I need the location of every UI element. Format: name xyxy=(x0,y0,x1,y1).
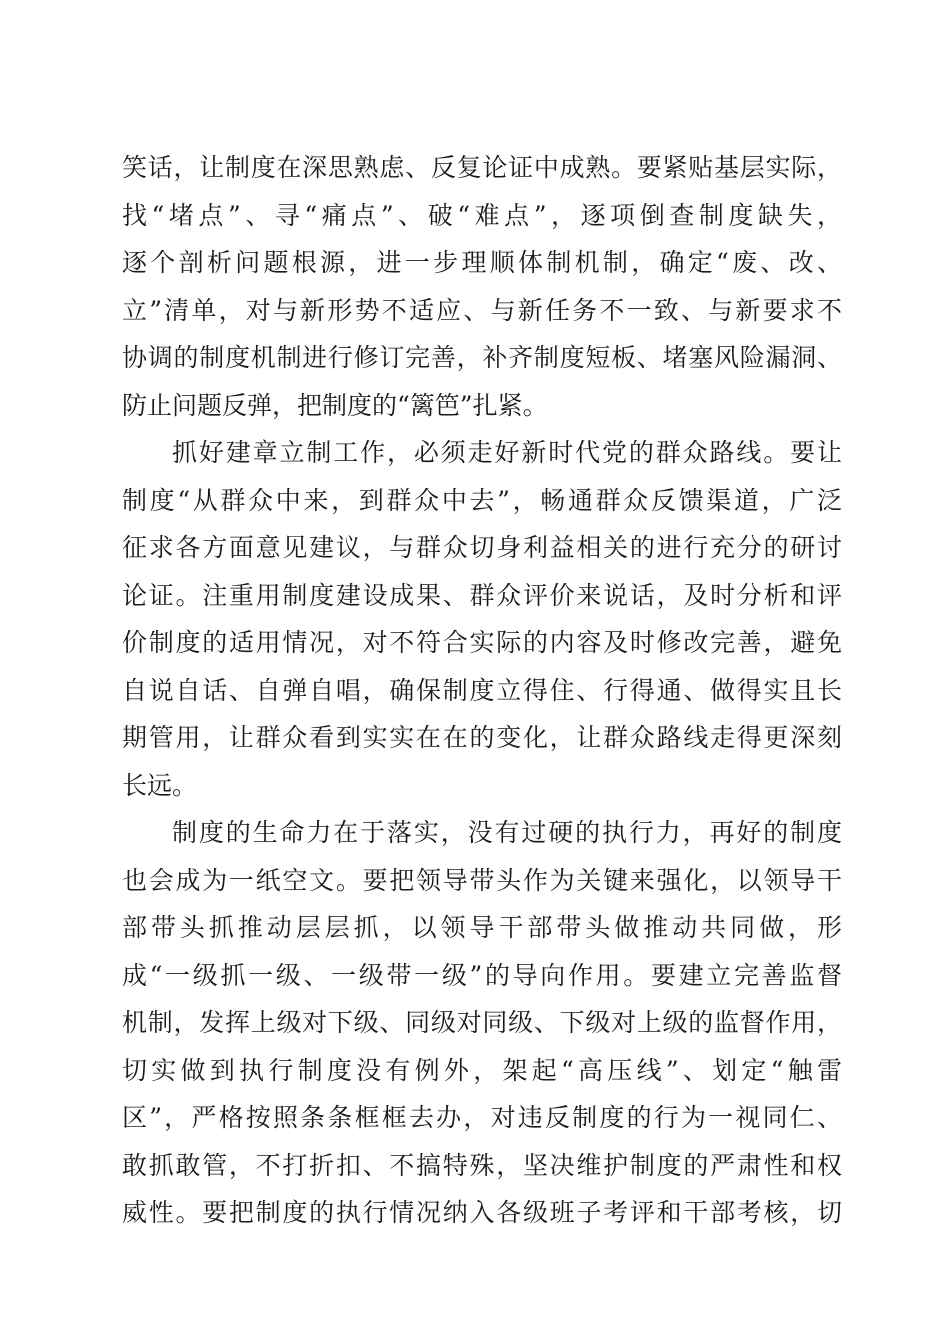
text-line: 长远。 xyxy=(122,770,198,800)
text-line: 征求各方面意见建议，与群众切身利益相关的进行充分的研讨 xyxy=(122,533,842,562)
text-line: 敢抓敢管，不打折扣、不搞特殊，坚决维护制度的严肃性和权 xyxy=(122,1150,842,1180)
paragraph-2 xyxy=(122,429,842,809)
text-line: 部带头抓推动层层抓，以领导干部带头做推动共同做，形 xyxy=(122,913,842,942)
text-line: 期管用，让群众看到实实在在的变化，让群众路线走得更深刻 xyxy=(122,723,842,752)
document-body xyxy=(122,144,842,1237)
text-line: 制度的生命力在于落实，没有过硬的执行力，再好的制度 xyxy=(172,818,842,847)
text-line: 也会成为一纸空文。要把领导带头作为关键来强化，以领导干 xyxy=(122,865,842,895)
text-line: 逐个剖析问题根源，进一步理顺体制机制，确定“废、改、 xyxy=(122,248,842,277)
text-line: 找“堵点”、寻“痛点”、破“难点”，逐项倒查制度缺失， xyxy=(122,200,842,230)
paragraph-3 xyxy=(122,809,842,1237)
text-line: 机制，发挥上级对下级、同级对同级、下级对上级的监督作用， xyxy=(122,1008,842,1037)
text-line: 制度“从群众中来，到群众中去”，畅通群众反馈渠道，广泛 xyxy=(122,485,842,515)
text-line: 防止问题反弹，把制度的“篱笆”扎紧。 xyxy=(122,390,548,420)
text-line: 论证。注重用制度建设成果、群众评价来说话，及时分析和评 xyxy=(122,580,842,610)
text-line: 笑话，让制度在深思熟虑、反复论证中成熟。要紧贴基层实际， xyxy=(122,153,842,182)
text-line: 自说自话、自弹自唱，确保制度立得住、行得通、做得实且长 xyxy=(122,675,842,705)
text-line: 立”清单，对与新形势不适应、与新任务不一致、与新要求不 xyxy=(122,295,842,325)
text-line: 成“一级抓一级、一级带一级”的导向作用。要建立完善监督 xyxy=(122,960,842,990)
text-line: 协调的制度机制进行修订完善，补齐制度短板、堵塞风险漏洞、 xyxy=(122,343,842,372)
text-line: 区”，严格按照条条框框去办，对违反制度的行为一视同仁、 xyxy=(122,1103,842,1132)
text-line: 抓好建章立制工作，必须走好新时代党的群众路线。要让 xyxy=(172,438,842,467)
text-line: 切实做到执行制度没有例外，架起“高压线”、划定“触雷 xyxy=(122,1055,842,1085)
text-line: 威性。要把制度的执行情况纳入各级班子考评和干部考核，切 xyxy=(122,1198,842,1227)
text-line: 价制度的适用情况，对不符合实际的内容及时修改完善，避免 xyxy=(122,628,842,657)
paragraph-1 xyxy=(122,144,842,429)
